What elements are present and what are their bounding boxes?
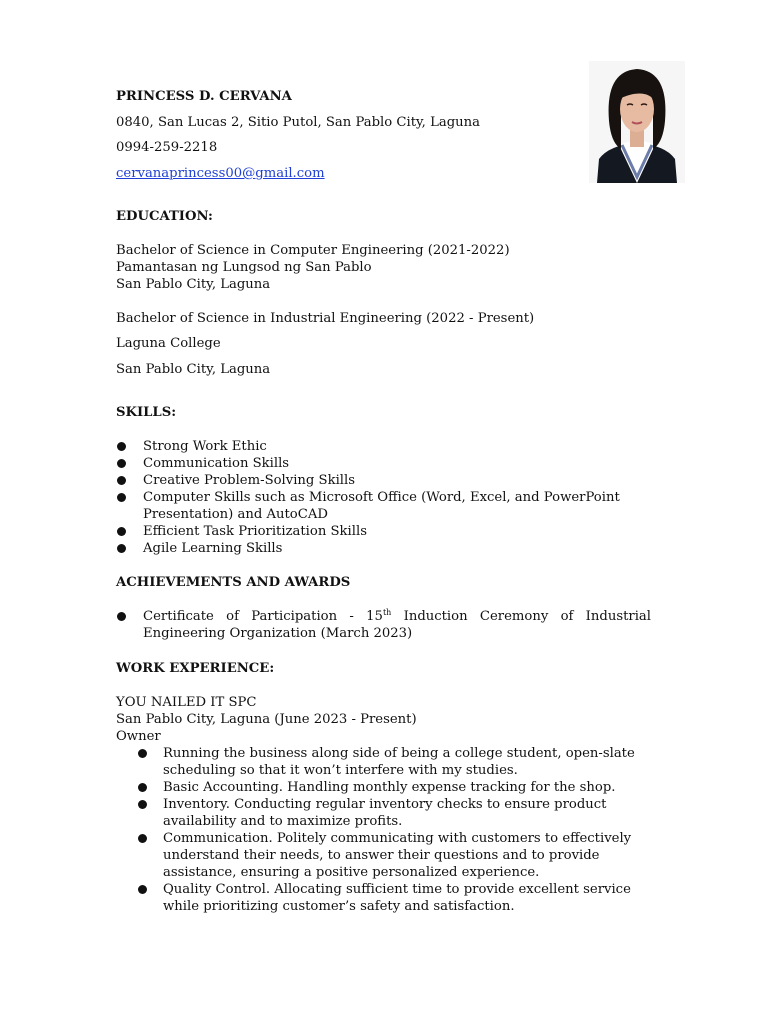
education-school-1: Pamantasan ng Lungsod ng San Pablo: [116, 260, 372, 275]
list-item: Strong Work Ethic: [116, 438, 656, 455]
education-degree-1: Bachelor of Science in Computer Engineering (2021-2022): [116, 243, 510, 258]
education-school-2: Laguna College: [116, 336, 221, 351]
list-item: Agile Learning Skills: [116, 540, 656, 557]
skills-heading: SKILLS:: [116, 405, 177, 420]
list-item: Computer Skills such as Microsoft Office (Word, Excel, and PowerPoint Presentation) and AutoCAD: [116, 489, 656, 523]
list-item: [116, 608, 651, 642]
list-item: Basic Accounting. Handling monthly expense tracking for the shop.: [137, 779, 637, 796]
applicant-address: 0840, San Lucas 2, Sitio Putol, San Pablo City, Laguna: [116, 115, 480, 130]
applicant-phone: 0994-259-2218: [116, 140, 218, 155]
applicant-email-link[interactable]: cervanaprincess00@gmail.com: [116, 166, 325, 181]
work-duties-list: [137, 745, 637, 915]
education-degree-2: Bachelor of Science in Industrial Engineering (2022 - Present): [116, 311, 535, 326]
education-heading: EDUCATION:: [116, 209, 213, 224]
work-role: Owner: [116, 729, 161, 744]
education-location-2: San Pablo City, Laguna: [116, 362, 271, 377]
applicant-photo: [589, 61, 685, 183]
ordinal-suffix: th: [382, 608, 392, 617]
education-location-1: San Pablo City, Laguna: [116, 277, 271, 292]
list-item: Running the business along side of being a college student, open-slate scheduling so that it won’t interfere with my studies.: [137, 745, 637, 779]
work-company: YOU NAILED IT SPC: [116, 695, 257, 710]
list-item: Inventory. Conducting regular inventory checks to ensure product availability and to maximize profits.: [137, 796, 637, 830]
work-heading: WORK EXPERIENCE:: [116, 661, 275, 676]
applicant-name: PRINCESS D. CERVANA: [116, 89, 292, 104]
list-item: Creative Problem-Solving Skills: [116, 472, 656, 489]
list-item: Communication Skills: [116, 455, 656, 472]
portrait-image: [589, 61, 685, 183]
work-location-dates: San Pablo City, Laguna (June 2023 - Present): [116, 712, 417, 727]
achievement-text-prefix: Certificate of Participation - 15: [143, 609, 383, 624]
achievements-list: [116, 608, 651, 642]
list-item: Quality Control. Allocating sufficient time to provide excellent service while prioritizing customer’s safety and satisfaction.: [137, 881, 637, 915]
list-item: Efficient Task Prioritization Skills: [116, 523, 656, 540]
list-item: Communication. Politely communicating with customers to effectively understand their needs, to answer their questions and to provide assistance, ensuring a positive personalized experience.: [137, 830, 637, 881]
skills-list: [116, 438, 656, 557]
achievement-text-suffix: Induction Ceremony of Industrial Engineering Organization (March 2023): [143, 609, 651, 641]
achievements-heading: ACHIEVEMENTS AND AWARDS: [116, 575, 351, 590]
